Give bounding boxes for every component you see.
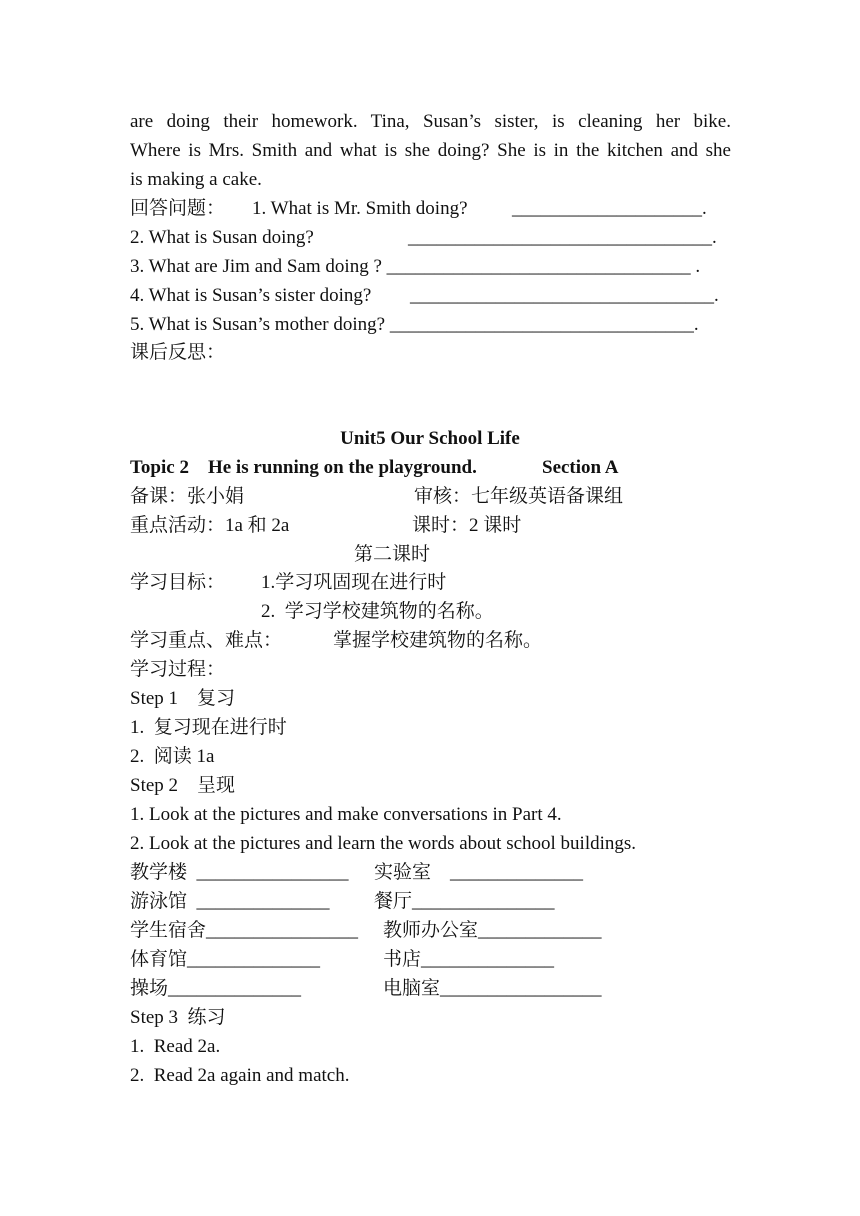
vocab-right: 电脑室_________________ <box>383 978 602 999</box>
step-item: 2. Look at the pictures and learn the words about school buildings. <box>130 833 637 854</box>
section-title: Section A <box>542 457 619 478</box>
vocab-left: 学生宿舍________________ <box>130 920 359 941</box>
question-4: 4. What is Susan’s sister doing? <box>130 285 372 306</box>
step-item: 2. 阅读 1a <box>130 746 215 767</box>
question-2: 2. What is Susan doing? <box>130 227 314 248</box>
step-item: 1. Read 2a. <box>130 1036 221 1057</box>
answer-blank: ____________________. <box>512 198 707 219</box>
focus-text: 掌握学校建筑物的名称。 <box>333 630 543 651</box>
passage-line: is making a cake. <box>130 169 262 190</box>
answer-blank: ________________________________. <box>408 227 717 248</box>
step-1-title: Step 1 复习 <box>130 688 236 709</box>
question-3: 3. What are Jim and Sam doing ? ________________________________ . <box>130 256 701 277</box>
prepared-by: 备课：张小娟 <box>130 486 245 507</box>
goals-label: 学习目标： <box>130 572 226 593</box>
period-title: 第二课时 <box>354 544 431 565</box>
goal-item: 1.学习巩固现在进行时 <box>261 572 447 593</box>
topic-title: Topic 2 He is running on the playground. <box>130 457 477 478</box>
step-item: 2. Read 2a again and match. <box>130 1065 350 1086</box>
vocab-right: 书店______________ <box>383 949 555 970</box>
answer-blank: ________________________________. <box>410 285 719 306</box>
reflection-label: 课后反思： <box>130 342 226 363</box>
vocab-right: 餐厅_______________ <box>374 891 555 912</box>
process-label: 学习过程： <box>130 659 226 680</box>
step-3-title: Step 3 练习 <box>130 1007 226 1028</box>
vocab-right: 教师办公室_____________ <box>383 920 602 941</box>
vocab-left: 体育馆______________ <box>130 949 321 970</box>
question-1: 1. What is Mr. Smith doing? <box>252 198 468 219</box>
question-5: 5. What is Susan’s mother doing? ________________________________. <box>130 314 699 335</box>
step-item: 1. 复习现在进行时 <box>130 717 287 738</box>
passage-line: are doing their homework. Tina, Susan’s sister, is cleaning her bike. <box>130 111 731 132</box>
key-activities: 重点活动：1a 和 2a <box>130 515 290 536</box>
step-item: 1. Look at the pictures and make conversations in Part 4. <box>130 804 562 825</box>
vocab-left: 游泳馆 ______________ <box>130 891 330 912</box>
reviewed-by: 审核：七年级英语备课组 <box>414 486 624 507</box>
vocab-left: 操场______________ <box>130 978 302 999</box>
goal-item: 2. 学习学校建筑物的名称。 <box>261 601 494 622</box>
passage-line: Where is Mrs. Smith and what is she doing? She is in the kitchen and she <box>130 140 731 161</box>
focus-label: 学习重点、难点： <box>130 630 283 651</box>
questions-label: 回答问题： <box>130 198 226 219</box>
vocab-left: 教学楼 ________________ <box>130 862 349 883</box>
step-2-title: Step 2 呈现 <box>130 775 236 796</box>
unit-title: Unit5 Our School Life <box>340 428 520 449</box>
vocab-right: 实验室 ______________ <box>374 862 584 883</box>
periods: 课时：2 课时 <box>412 515 522 536</box>
